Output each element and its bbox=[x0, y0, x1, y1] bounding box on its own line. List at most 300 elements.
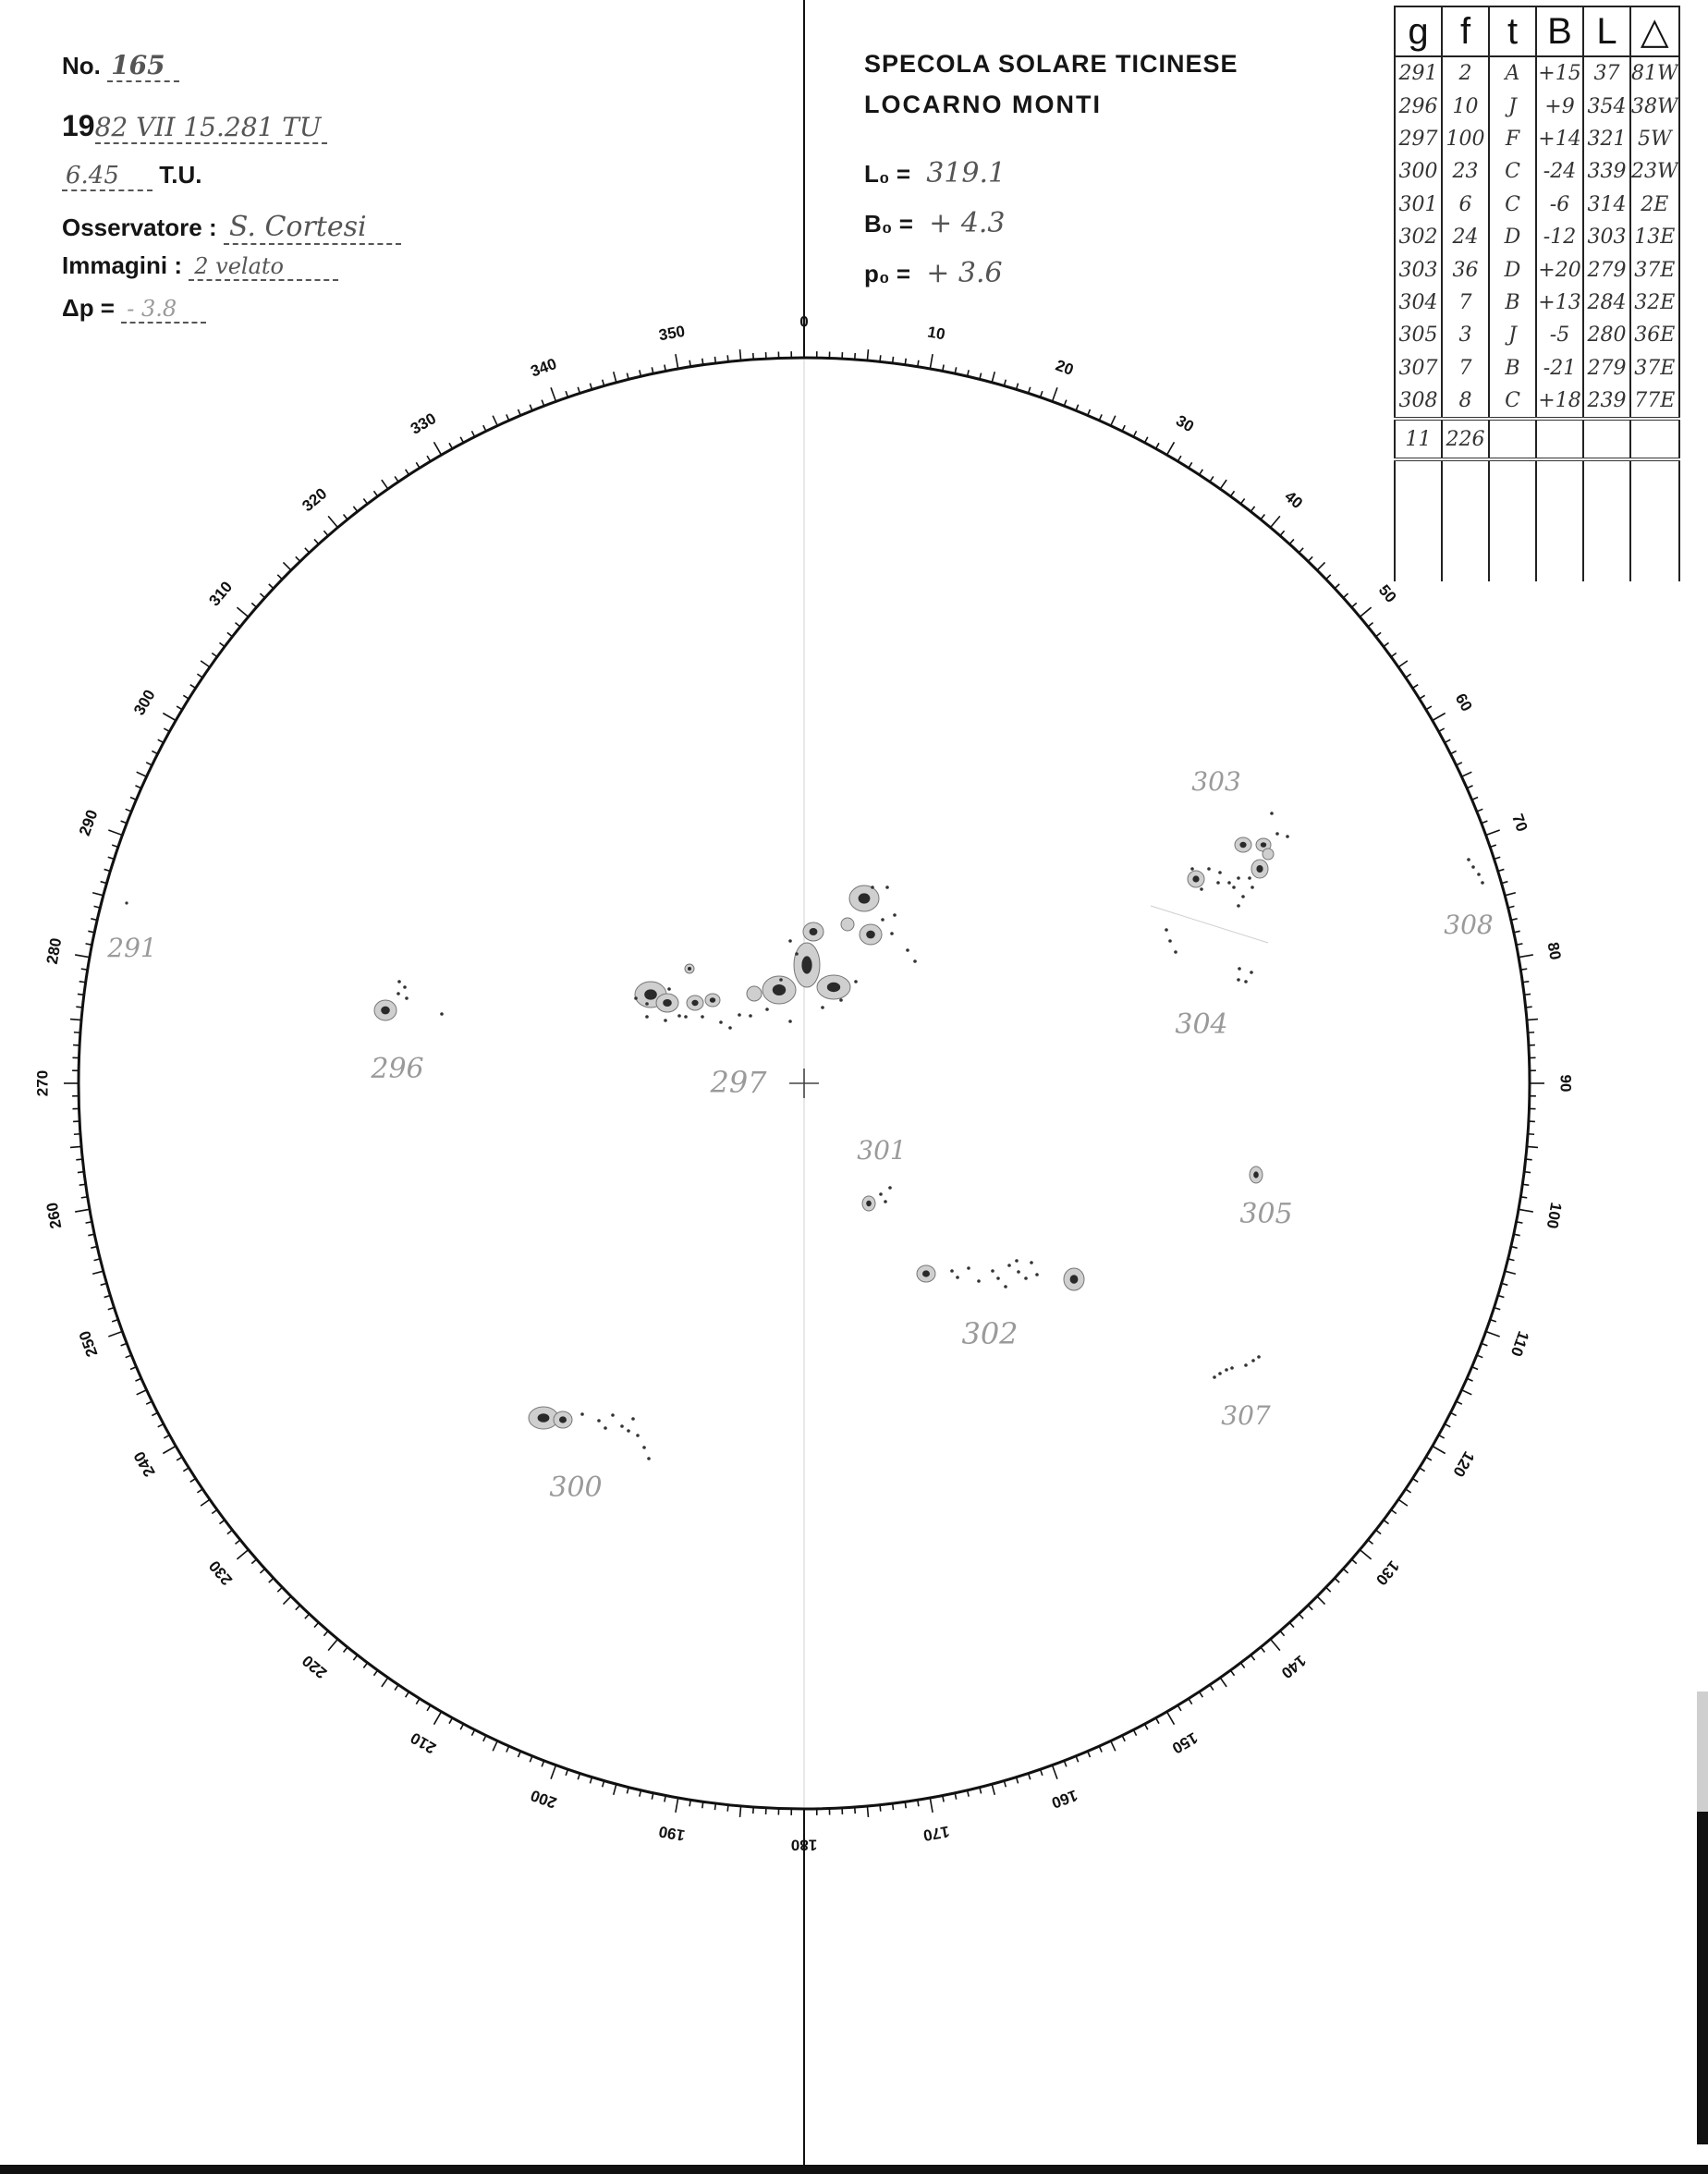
disk-tick bbox=[1240, 1663, 1244, 1668]
disk-tick bbox=[1167, 1712, 1175, 1725]
sunspot-pore bbox=[765, 1008, 769, 1011]
sunspot-pore bbox=[1477, 873, 1481, 876]
table-cell: C bbox=[1489, 189, 1536, 221]
disk-tick bbox=[702, 1801, 703, 1808]
sunspot-pore bbox=[405, 996, 409, 1000]
disk-tick bbox=[1335, 1578, 1339, 1582]
sunspot-pore bbox=[991, 1269, 994, 1273]
disk-tick bbox=[152, 751, 157, 753]
sunspot-pore bbox=[795, 952, 799, 956]
table-cell: 2 bbox=[1442, 56, 1489, 90]
disk-tick bbox=[578, 387, 580, 394]
sunspot-pore bbox=[645, 1002, 649, 1006]
table-cell: +20 bbox=[1536, 253, 1583, 286]
disk-tick bbox=[1351, 603, 1356, 607]
tick-label: 240 bbox=[130, 1447, 159, 1481]
disk-tick bbox=[197, 674, 202, 678]
disk-tick bbox=[78, 994, 84, 995]
disk-tick bbox=[551, 1765, 555, 1779]
sunspot-pore bbox=[667, 987, 671, 991]
disk-tick bbox=[880, 355, 881, 361]
tick-label: 90 bbox=[1556, 1074, 1575, 1093]
sunspot-pore bbox=[996, 1276, 1000, 1280]
table-cell: 303 bbox=[1395, 253, 1442, 286]
sunspot-pore bbox=[890, 932, 894, 935]
sunspot-pore bbox=[636, 1434, 640, 1437]
disk-tick bbox=[183, 695, 189, 699]
sunspot-pore bbox=[1168, 939, 1172, 943]
images-label: Immagini : bbox=[62, 251, 183, 279]
table-cell: -21 bbox=[1536, 352, 1583, 385]
disk-tick bbox=[177, 1457, 182, 1460]
disk-tick bbox=[152, 1412, 157, 1415]
disk-tick bbox=[1261, 515, 1264, 519]
disk-tick bbox=[382, 480, 388, 489]
disk-tick bbox=[237, 1550, 248, 1559]
tick-label: 120 bbox=[1449, 1447, 1478, 1481]
table-cell: 24 bbox=[1442, 221, 1489, 253]
table-cell: +15 bbox=[1536, 56, 1583, 90]
disk-tick bbox=[1122, 425, 1125, 431]
disk-tick bbox=[197, 1489, 202, 1493]
sunspot-pore bbox=[1237, 978, 1240, 982]
disk-tick bbox=[918, 1800, 919, 1806]
disk-tick bbox=[353, 1655, 357, 1661]
disk-tick bbox=[1156, 443, 1159, 448]
disk-tick bbox=[1156, 1718, 1159, 1724]
disk-tick bbox=[1490, 845, 1496, 847]
table-cell: +9 bbox=[1536, 90, 1583, 122]
table-cell: 81W bbox=[1630, 56, 1679, 90]
disk-tick bbox=[177, 706, 182, 710]
tick-label: 100 bbox=[1543, 1201, 1566, 1230]
disk-tick bbox=[493, 416, 497, 426]
disk-tick bbox=[75, 955, 90, 958]
disk-tick bbox=[1486, 830, 1500, 835]
disk-tick bbox=[212, 653, 217, 656]
tick-label: 140 bbox=[1277, 1651, 1310, 1682]
sunspot-penumbra bbox=[1263, 849, 1274, 860]
sunspot-pore bbox=[1241, 895, 1245, 898]
table-cell: 239 bbox=[1583, 385, 1630, 419]
disk-tick bbox=[323, 531, 328, 535]
disk-tick bbox=[79, 982, 86, 983]
disk-tick bbox=[1368, 1540, 1372, 1544]
tick-label: 80 bbox=[1543, 940, 1565, 961]
disk-tick bbox=[905, 1801, 906, 1808]
disk-tick bbox=[1524, 994, 1531, 995]
sunspot-pore bbox=[913, 959, 917, 963]
group-label: 300 bbox=[549, 1472, 603, 1504]
scan-edge-shade bbox=[1697, 1692, 1708, 1812]
sunspot-pore bbox=[1232, 885, 1236, 889]
header-b: B bbox=[1536, 6, 1583, 56]
disk-tick bbox=[727, 355, 728, 361]
observer-value: S. Cortesi bbox=[224, 211, 401, 245]
disk-tick bbox=[190, 1479, 196, 1483]
sunspot-umbra bbox=[859, 893, 871, 903]
disk-tick bbox=[1271, 516, 1280, 527]
disk-tick bbox=[1457, 1401, 1462, 1404]
sunspot-umbra bbox=[1070, 1275, 1079, 1284]
sunspot-umbra bbox=[1239, 842, 1246, 848]
sunspot-pore bbox=[1286, 835, 1289, 838]
disk-tick bbox=[740, 1806, 741, 1817]
table-cell: 36 bbox=[1442, 253, 1489, 286]
tick-label: 310 bbox=[205, 578, 237, 610]
time-value: 6.45 bbox=[62, 162, 152, 191]
tick-label: 110 bbox=[1507, 1328, 1532, 1359]
disk-tick bbox=[1360, 1550, 1371, 1559]
sunspot-pore bbox=[950, 1269, 954, 1273]
observer-label: Osservatore : bbox=[62, 214, 217, 241]
disk-tick bbox=[1177, 1705, 1181, 1711]
group-label: 304 bbox=[1175, 1008, 1228, 1041]
table-cell: 291 bbox=[1395, 56, 1442, 90]
sunspot-umbra bbox=[866, 1201, 872, 1206]
l0-label: L₀ = bbox=[864, 160, 911, 188]
sunspot-pore bbox=[885, 885, 889, 889]
group-label: 296 bbox=[371, 1053, 424, 1085]
disk-tick bbox=[867, 1806, 868, 1817]
sunspot-pore bbox=[397, 980, 401, 983]
disk-tick bbox=[1189, 462, 1192, 468]
sunspot-umbra bbox=[773, 984, 786, 995]
disk-tick bbox=[1520, 969, 1527, 970]
disk-tick bbox=[137, 772, 147, 776]
table-cell: 314 bbox=[1583, 189, 1630, 221]
sunspot-pore bbox=[1275, 832, 1279, 836]
disk-tick bbox=[1450, 1412, 1456, 1415]
sunspot-pore bbox=[1024, 1276, 1028, 1280]
disk-tick bbox=[1398, 1499, 1408, 1506]
sunspot-pore bbox=[1270, 812, 1274, 815]
disk-tick bbox=[434, 442, 442, 455]
disk-tick bbox=[382, 1678, 388, 1687]
disk-tick bbox=[1368, 623, 1372, 627]
tick-label: 10 bbox=[926, 323, 947, 344]
disk-tick bbox=[1326, 575, 1331, 580]
disk-tick bbox=[277, 575, 282, 580]
disk-tick bbox=[460, 437, 463, 443]
disk-tick bbox=[81, 1197, 88, 1198]
disk-tick bbox=[227, 632, 233, 636]
table-cell: 300 bbox=[1395, 155, 1442, 188]
disk-tick bbox=[1317, 1596, 1324, 1604]
sunspot-pore bbox=[1471, 865, 1475, 869]
table-cell: D bbox=[1489, 221, 1536, 253]
disk-tick bbox=[551, 387, 555, 401]
disk-tick bbox=[108, 1331, 122, 1336]
header-g: g bbox=[1395, 6, 1442, 56]
disk-tick bbox=[676, 1798, 678, 1813]
disk-tick bbox=[930, 354, 933, 369]
table-cell: +13 bbox=[1536, 287, 1583, 319]
group-label: 297 bbox=[710, 1065, 767, 1100]
tick-label: 60 bbox=[1451, 690, 1476, 714]
table-cell: 36E bbox=[1630, 319, 1679, 351]
disk-tick bbox=[483, 425, 486, 431]
disk-tick bbox=[1433, 1447, 1446, 1454]
disk-tick bbox=[1433, 714, 1446, 721]
scan-bottom-bar bbox=[0, 2165, 1708, 2174]
sunspot-pore bbox=[788, 1020, 792, 1023]
disk-tick bbox=[918, 360, 919, 367]
table-cell: 38W bbox=[1630, 90, 1679, 122]
tick-label: 210 bbox=[407, 1728, 440, 1757]
disk-tick bbox=[1335, 584, 1339, 589]
disk-tick bbox=[183, 1468, 189, 1472]
table-cell: 23 bbox=[1442, 155, 1489, 188]
tick-label: 260 bbox=[43, 1201, 66, 1230]
tick-label: 30 bbox=[1173, 411, 1197, 436]
table-cell: 2E bbox=[1630, 189, 1679, 221]
disk-tick bbox=[1200, 470, 1203, 475]
table-cell: 308 bbox=[1395, 385, 1442, 419]
sunspot-pore bbox=[1213, 1375, 1216, 1379]
disk-tick bbox=[1122, 1736, 1125, 1741]
sunspot-pore bbox=[125, 901, 128, 904]
disk-tick bbox=[614, 1784, 616, 1795]
table-cell: -12 bbox=[1536, 221, 1583, 253]
table-cell: +18 bbox=[1536, 385, 1583, 419]
tick-label: 320 bbox=[299, 484, 331, 516]
disk-tick bbox=[227, 1530, 233, 1533]
sunspot-pore bbox=[749, 1014, 752, 1018]
disk-tick bbox=[305, 548, 310, 553]
disk-tick bbox=[158, 739, 164, 742]
disk-tick bbox=[353, 507, 357, 512]
sunspot-pore bbox=[1190, 867, 1194, 871]
disk-tick bbox=[1420, 695, 1425, 699]
header-l: L bbox=[1583, 6, 1630, 56]
total-cell: 11 bbox=[1395, 419, 1442, 459]
sunspot-pore bbox=[821, 1006, 824, 1009]
sunspot-umbra bbox=[710, 997, 715, 1003]
disk-tick bbox=[260, 1569, 264, 1573]
tick-label: 0 bbox=[799, 312, 809, 331]
tick-label: 160 bbox=[1049, 1786, 1080, 1813]
sunspot-pore bbox=[1250, 971, 1253, 974]
sunspot-umbra bbox=[663, 999, 672, 1007]
table-cell: -24 bbox=[1536, 155, 1583, 188]
disk-tick bbox=[146, 1401, 152, 1404]
table-cell: A bbox=[1489, 56, 1536, 90]
sunspot-pore bbox=[839, 998, 843, 1002]
group-label: 307 bbox=[1221, 1400, 1271, 1431]
tick-label: 330 bbox=[407, 409, 440, 438]
sunspot-pore bbox=[634, 996, 638, 1000]
disk-tick bbox=[727, 1805, 728, 1812]
tick-label: 200 bbox=[528, 1786, 559, 1813]
disk-tick bbox=[1289, 539, 1294, 544]
sunspot-pore bbox=[627, 1429, 630, 1433]
disk-tick bbox=[1420, 1468, 1425, 1472]
table-cell: 307 bbox=[1395, 352, 1442, 385]
disk-tick bbox=[1326, 1587, 1331, 1592]
disk-tick bbox=[1200, 1692, 1203, 1697]
table-cell: B bbox=[1489, 352, 1536, 385]
table-cell: 23W bbox=[1630, 155, 1679, 188]
disk-tick bbox=[471, 431, 474, 436]
disk-tick bbox=[1210, 1685, 1214, 1691]
sunspot-pore bbox=[1015, 1259, 1019, 1263]
disk-tick bbox=[92, 893, 104, 896]
disk-tick bbox=[163, 714, 176, 721]
b0-label: B₀ = bbox=[864, 210, 913, 238]
disk-tick bbox=[146, 763, 152, 765]
disk-tick bbox=[1261, 1647, 1264, 1652]
sunspot-umbra bbox=[866, 931, 875, 939]
disk-tick bbox=[70, 1146, 81, 1147]
disk-tick bbox=[1412, 685, 1418, 689]
disk-tick bbox=[1210, 476, 1214, 482]
table-cell: 321 bbox=[1583, 123, 1630, 155]
disk-tick bbox=[1426, 706, 1432, 710]
disk-tick bbox=[1494, 1308, 1501, 1310]
disk-tick bbox=[112, 1320, 118, 1322]
disk-tick bbox=[1505, 1271, 1516, 1274]
table-cell: J bbox=[1489, 90, 1536, 122]
sunspot-pore bbox=[906, 948, 909, 952]
disk-tick bbox=[1461, 1390, 1471, 1395]
disk-tick bbox=[1522, 982, 1529, 983]
sunspot-pore bbox=[1481, 881, 1484, 885]
disk-tick bbox=[1376, 1530, 1382, 1533]
disk-tick bbox=[427, 456, 431, 461]
l0-value: 319.1 bbox=[926, 157, 1006, 189]
disk-tick bbox=[1041, 391, 1043, 397]
table-cell: 303 bbox=[1583, 221, 1630, 253]
tick-label: 220 bbox=[299, 1651, 331, 1682]
disk-tick bbox=[363, 498, 367, 504]
disk-tick bbox=[363, 1663, 367, 1668]
p0-value: + 3.6 bbox=[926, 257, 1003, 289]
disk-tick bbox=[305, 1614, 310, 1618]
group-label: 303 bbox=[1191, 766, 1241, 797]
total-cell: 226 bbox=[1442, 419, 1489, 459]
disk-tick bbox=[483, 1736, 486, 1741]
disk-tick bbox=[427, 1705, 431, 1711]
sunspot-pore bbox=[779, 978, 783, 982]
sunspot-umbra bbox=[1253, 1171, 1259, 1178]
tick-label: 190 bbox=[657, 1822, 687, 1845]
disk-tick bbox=[219, 1520, 225, 1523]
table-cell: 10 bbox=[1442, 90, 1489, 122]
p0-label: p₀ = bbox=[864, 260, 911, 287]
sunspot-pore bbox=[396, 992, 400, 995]
sunspot-pore bbox=[893, 913, 897, 917]
sunspot-umbra bbox=[538, 1413, 550, 1423]
disk-tick bbox=[328, 1639, 337, 1650]
sunspot-pore bbox=[967, 1266, 970, 1270]
table-cell: 297 bbox=[1395, 123, 1442, 155]
disk-tick bbox=[1280, 1630, 1285, 1635]
disk-tick bbox=[1519, 955, 1533, 958]
disk-tick bbox=[1384, 642, 1389, 646]
tick-label: 40 bbox=[1281, 487, 1307, 513]
disk-tick bbox=[395, 476, 398, 482]
disk-tick bbox=[1029, 387, 1031, 394]
disk-tick bbox=[112, 845, 118, 847]
sunspot-pore bbox=[788, 939, 792, 943]
disk-tick bbox=[471, 1729, 474, 1735]
disk-tick bbox=[1317, 562, 1324, 569]
disk-tick bbox=[1250, 507, 1254, 512]
disk-tick bbox=[992, 372, 994, 383]
disk-tick bbox=[676, 354, 678, 369]
sunspot-pore bbox=[664, 1019, 667, 1022]
disk-tick bbox=[1376, 632, 1382, 636]
disk-tick bbox=[1343, 1569, 1348, 1573]
disk-tick bbox=[1351, 1559, 1356, 1564]
disk-tick bbox=[373, 1670, 377, 1676]
sunspot-pore bbox=[738, 1013, 741, 1017]
table-cell: F bbox=[1489, 123, 1536, 155]
sunspot-umbra bbox=[381, 1007, 390, 1015]
disk-tick bbox=[689, 360, 690, 367]
number-value: 165 bbox=[107, 50, 179, 82]
disk-tick bbox=[269, 1578, 274, 1582]
disk-tick bbox=[1412, 1479, 1418, 1483]
disk-tick bbox=[1220, 1678, 1226, 1687]
table-cell: 6 bbox=[1442, 189, 1489, 221]
disk-tick bbox=[1527, 1146, 1538, 1147]
sunspot-pore bbox=[1165, 928, 1168, 932]
tick-label: 270 bbox=[33, 1069, 52, 1097]
delta-p-label: Δp = bbox=[62, 294, 115, 322]
sunspot-umbra bbox=[691, 1000, 698, 1006]
disk-tick bbox=[1029, 1774, 1031, 1780]
table-cell: 7 bbox=[1442, 287, 1489, 319]
tick-label: 20 bbox=[1053, 356, 1076, 379]
tick-label: 250 bbox=[75, 1328, 102, 1360]
disk-tick bbox=[251, 1559, 256, 1564]
disk-tick bbox=[1133, 431, 1136, 436]
disk-tick bbox=[1230, 491, 1234, 496]
table-cell: 354 bbox=[1583, 90, 1630, 122]
tick-label: 130 bbox=[1372, 1557, 1403, 1589]
group-label: 302 bbox=[961, 1316, 1019, 1351]
disk-tick bbox=[867, 349, 868, 360]
disk-tick bbox=[566, 1769, 567, 1776]
date-value: 82 VII 15.281 TU bbox=[95, 112, 327, 144]
disk-tick bbox=[449, 1718, 452, 1724]
table-cell: 284 bbox=[1583, 287, 1630, 319]
tick-label: 280 bbox=[43, 936, 66, 966]
disk-tick bbox=[1240, 498, 1244, 504]
disk-tick bbox=[81, 969, 88, 970]
table-cell: 304 bbox=[1395, 287, 1442, 319]
sunspot-pore bbox=[1017, 1270, 1020, 1274]
disk-tick bbox=[1391, 653, 1397, 656]
observatory-name: SPECOLA SOLARE TICINESE bbox=[864, 50, 1238, 78]
disk-tick bbox=[314, 539, 319, 544]
year-prefix: 19 bbox=[62, 109, 95, 142]
sunspot-pore bbox=[1244, 1363, 1248, 1367]
disk-tick bbox=[702, 359, 703, 365]
sunspot-pore bbox=[1237, 904, 1240, 908]
disk-tick bbox=[1445, 1424, 1450, 1427]
disk-tick bbox=[344, 1647, 348, 1652]
disk-tick bbox=[92, 1271, 104, 1274]
sunspot-pore bbox=[956, 1276, 959, 1279]
disk-tick bbox=[1457, 763, 1462, 765]
disk-tick bbox=[714, 1803, 715, 1810]
sunspot-pore bbox=[631, 1417, 635, 1421]
disk-tick bbox=[1133, 1729, 1136, 1735]
tick-label: 150 bbox=[1168, 1728, 1202, 1757]
